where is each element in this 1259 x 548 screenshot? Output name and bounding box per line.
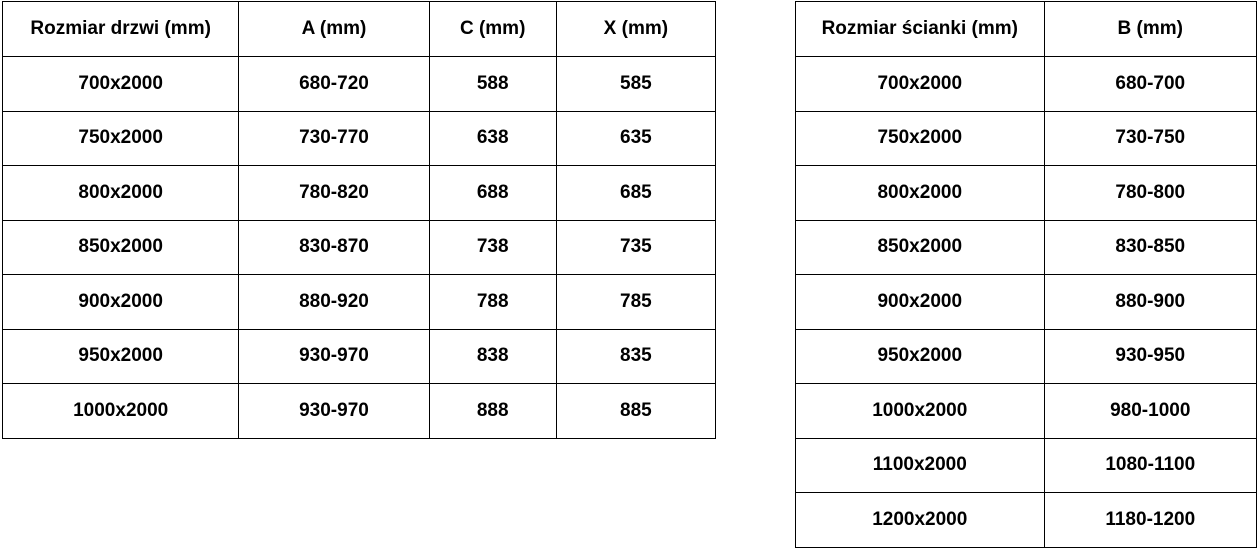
table-row	[3, 111, 716, 166]
cell-a: 780-820	[239, 166, 429, 221]
cell-a: 730-770	[239, 111, 429, 166]
cell-wall-size: 1100x2000	[796, 438, 1045, 493]
cell-door-size: 950x2000	[3, 329, 239, 384]
table-row	[3, 166, 716, 221]
cell-x: 885	[556, 384, 715, 439]
table-row	[796, 438, 1257, 493]
table-row	[796, 57, 1257, 112]
wall-table-body	[796, 57, 1257, 548]
table-row	[3, 329, 716, 384]
cell-door-size: 700x2000	[3, 57, 239, 112]
column-header-wall-size: Rozmiar ścianki (mm)	[796, 2, 1045, 57]
cell-wall-size: 800x2000	[796, 166, 1045, 221]
cell-b: 830-850	[1044, 220, 1256, 275]
cell-wall-size: 1200x2000	[796, 493, 1045, 548]
cell-a: 880-920	[239, 275, 429, 330]
cell-door-size: 750x2000	[3, 111, 239, 166]
column-header-x: X (mm)	[556, 2, 715, 57]
column-header-c: C (mm)	[429, 2, 556, 57]
wall-dimensions-table	[795, 1, 1257, 548]
doors-dimensions-table	[2, 1, 716, 439]
cell-door-size: 850x2000	[3, 220, 239, 275]
cell-door-size: 900x2000	[3, 275, 239, 330]
cell-b: 1180-1200	[1044, 493, 1256, 548]
cell-x: 735	[556, 220, 715, 275]
table-row	[3, 275, 716, 330]
table-row	[3, 384, 716, 439]
cell-x: 835	[556, 329, 715, 384]
table-row	[796, 166, 1257, 221]
cell-c: 838	[429, 329, 556, 384]
table-row	[796, 220, 1257, 275]
table-row	[796, 384, 1257, 439]
doors-table-header	[3, 2, 716, 57]
cell-x: 785	[556, 275, 715, 330]
table-row	[3, 220, 716, 275]
column-header-b: B (mm)	[1044, 2, 1256, 57]
cell-x: 635	[556, 111, 715, 166]
cell-a: 830-870	[239, 220, 429, 275]
cell-c: 738	[429, 220, 556, 275]
table-row	[796, 111, 1257, 166]
cell-b: 780-800	[1044, 166, 1256, 221]
cell-wall-size: 1000x2000	[796, 384, 1045, 439]
table-row	[796, 493, 1257, 548]
cell-x: 585	[556, 57, 715, 112]
table-header-row	[796, 2, 1257, 57]
cell-door-size: 1000x2000	[3, 384, 239, 439]
doors-table-body	[3, 57, 716, 439]
cell-x: 685	[556, 166, 715, 221]
table-header-row	[3, 2, 716, 57]
cell-wall-size: 750x2000	[796, 111, 1045, 166]
cell-b: 680-700	[1044, 57, 1256, 112]
cell-c: 788	[429, 275, 556, 330]
cell-b: 1080-1100	[1044, 438, 1256, 493]
cell-wall-size: 900x2000	[796, 275, 1045, 330]
cell-b: 980-1000	[1044, 384, 1256, 439]
cell-door-size: 800x2000	[3, 166, 239, 221]
cell-a: 930-970	[239, 384, 429, 439]
cell-b: 930-950	[1044, 329, 1256, 384]
cell-wall-size: 950x2000	[796, 329, 1045, 384]
column-header-a: A (mm)	[239, 2, 429, 57]
cell-b: 730-750	[1044, 111, 1256, 166]
table-row	[3, 57, 716, 112]
table-row	[796, 275, 1257, 330]
cell-wall-size: 700x2000	[796, 57, 1045, 112]
table-row	[796, 329, 1257, 384]
cell-c: 888	[429, 384, 556, 439]
cell-a: 930-970	[239, 329, 429, 384]
cell-wall-size: 850x2000	[796, 220, 1045, 275]
cell-c: 638	[429, 111, 556, 166]
cell-c: 588	[429, 57, 556, 112]
column-header-door-size: Rozmiar drzwi (mm)	[3, 2, 239, 57]
cell-c: 688	[429, 166, 556, 221]
wall-table-header	[796, 2, 1257, 57]
cell-a: 680-720	[239, 57, 429, 112]
cell-b: 880-900	[1044, 275, 1256, 330]
